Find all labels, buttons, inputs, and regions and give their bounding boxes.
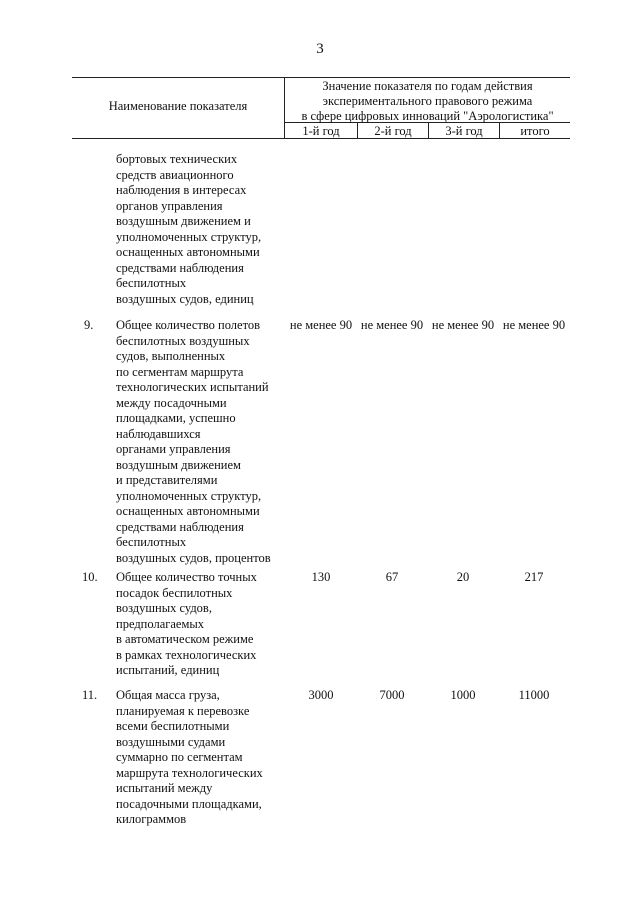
value-year-3: не менее 90 (431, 318, 495, 332)
year-header-total: итого (520, 124, 550, 138)
value-year-2: не менее 90 (360, 318, 424, 332)
indicator-text: Общая масса груза, планируемая к перевозке всеми беспилотными воздушными судами суммарно по сегментам маршрута технологических испытаний между посадочными площадками, килограммов (116, 688, 263, 826)
value-year-2: 67 (385, 570, 399, 584)
value-year-3: 20 (456, 570, 470, 584)
value-year-1: не менее 90 (289, 318, 353, 332)
values-group-header (285, 79, 570, 124)
year-header-2: 2-й год (374, 124, 412, 138)
year-header-1: 1-й год (302, 124, 340, 138)
group-title-line: экспериментального правового режима (322, 94, 533, 108)
value-year-1: 3000 (308, 688, 334, 702)
header-top-rule (72, 77, 570, 78)
value-year-3: 1000 (450, 688, 476, 702)
year-header-3: 3-й год (445, 124, 483, 138)
indicator-text: Общее количество полетов беспилотных воздушных судов, выполненных по сегментам маршрута технологических испытаний между посадочными площадками, успешно наблюдавшихся органами управления воздушным движением и представителями уполномоченных структур, оснащенных автономными средствами наблюдения беспилотных воздушных судов, процентов (116, 318, 271, 565)
indicator-text: Общее количество точных посадок беспилотных воздушных судов, предполагаемых в автоматическом режиме в рамках технологических испытаний, единиц (116, 570, 257, 677)
row-number: 10. (82, 570, 98, 584)
row-number: 9. (84, 318, 94, 332)
value-year-2: 7000 (379, 688, 405, 702)
row-number: 11. (82, 688, 98, 702)
value-total: 11000 (518, 688, 550, 702)
value-total: 217 (524, 570, 544, 584)
page-number: 3 (316, 41, 324, 57)
group-title-line: Значение показателя по годам действия (322, 79, 533, 93)
value-year-1: 130 (311, 570, 331, 584)
group-title-line: в сфере цифровых инноваций "Аэрологистика" (301, 109, 554, 123)
value-total: не менее 90 (502, 318, 566, 332)
indicator-text: бортовых технических средств авиационного наблюдения в интересах органов управления воздушным движением и уполномоченных структур, оснащенных автономными средствами наблюдения беспилотных воздушных судов, единиц (116, 152, 262, 306)
indicator-name-header: Наименование показателя (108, 99, 248, 113)
